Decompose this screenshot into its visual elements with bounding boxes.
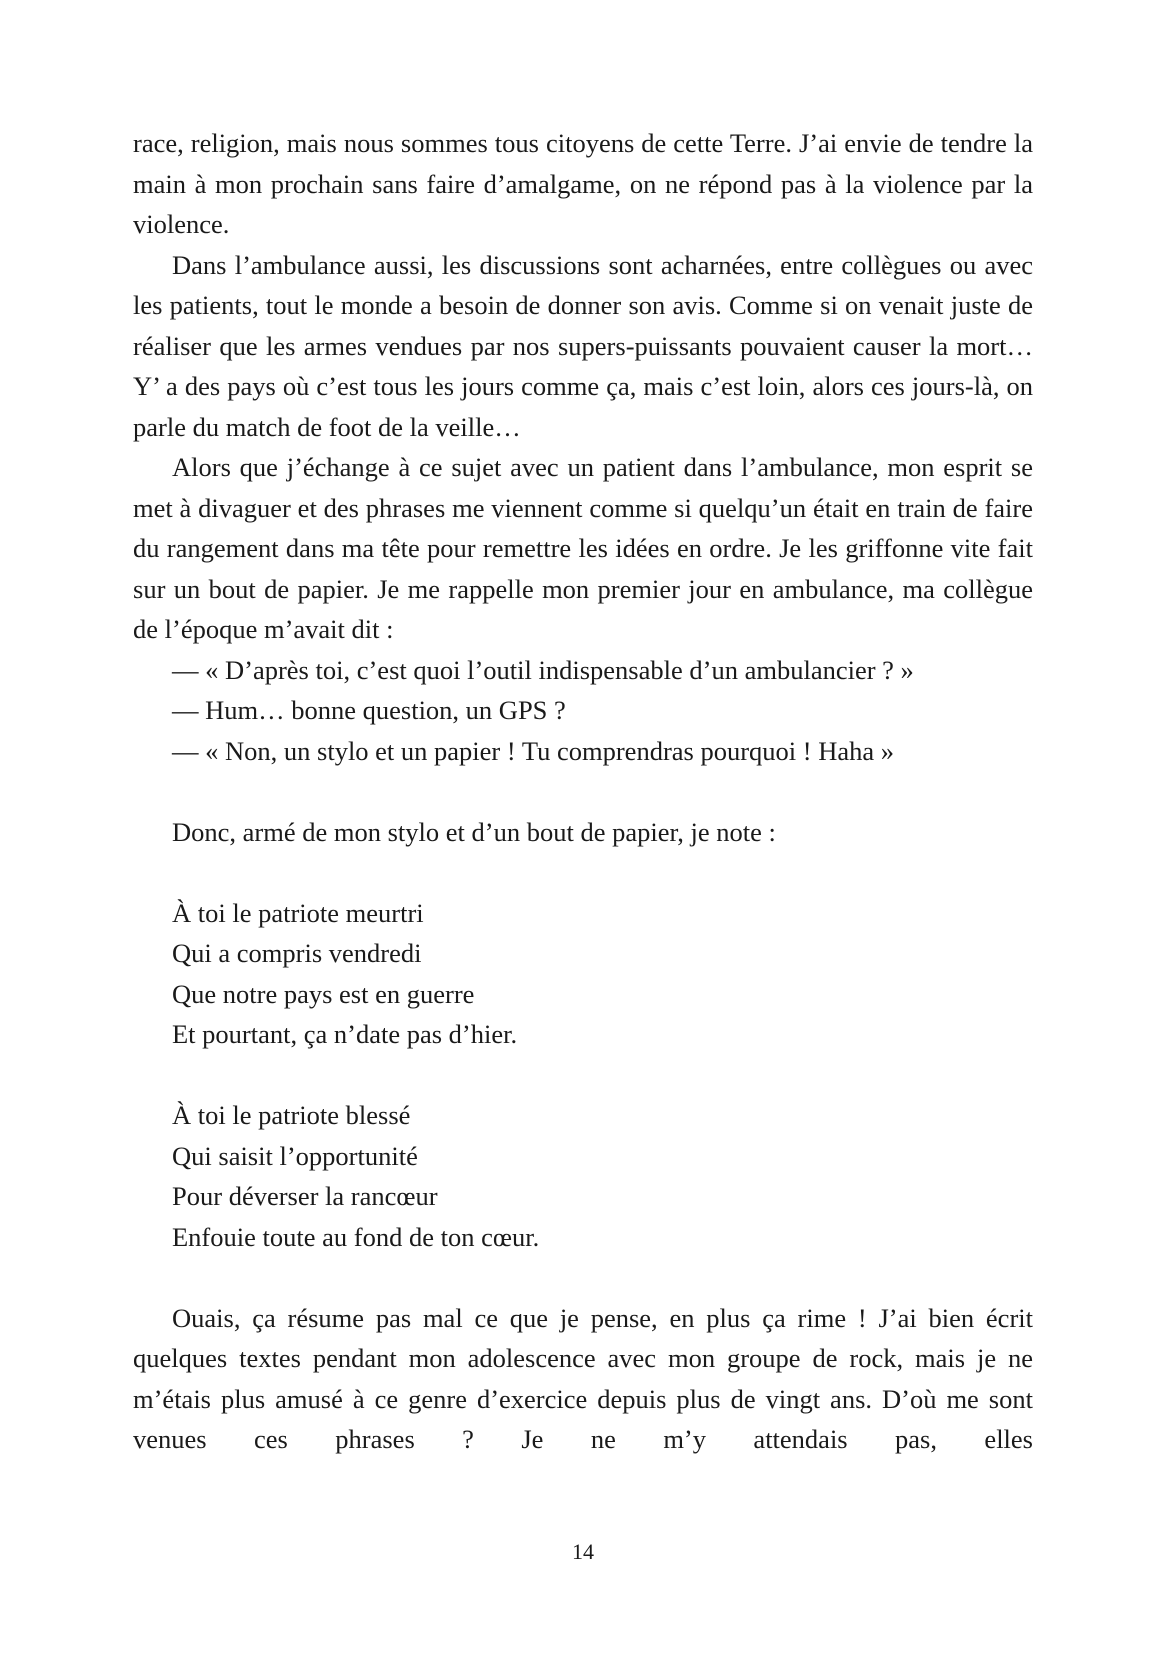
page-body: [133, 123, 1033, 1460]
verse-line: Que notre pays est en guerre: [172, 978, 475, 1009]
dialogue-line-2: — Hum… bonne question, un GPS ?: [172, 695, 566, 725]
verse-line: Qui a compris vendredi: [172, 938, 422, 968]
paragraph-closing: Ouais, ça résume pas mal ce que je pense, en plus ça rime ! J’ai bien écrit quelques textes pendant mon adolescence avec mon groupe de rock, mais je ne m’étais plus amusé à ce genre d’exercice depuis plus de vingt ans. D’où me sont venues ces phrases ? Je ne m’y attendais pas, elles: [133, 1302, 1033, 1454]
blank-line: [133, 1257, 1033, 1298]
page-number: 14: [572, 1539, 594, 1564]
paragraph-continued: race, religion, mais nous sommes tous citoyens de cette Terre. J’ai envie de tendre la main à mon prochain sans faire d’amalgame, on ne répond pas à la violence par la violence.: [133, 128, 1033, 239]
verse-line: Qui saisit l’opportunité: [172, 1140, 418, 1171]
verse-line: Pour déverser la rancœur: [172, 1181, 438, 1211]
paragraph-patient-exchange: Alors que j’échange à ce sujet avec un patient dans l’ambulance, mon esprit se met à divaguer et des phrases me viennent comme si quelqu’un était en train de faire du rangement dans ma tête pour remettre les idées en ordre. Je les griffonne vite fait sur un bout de papier. Je me rappelle mon premier jour en ambulance, ma collègue de l’époque m’avait dit :: [133, 452, 1033, 644]
blank-line: [133, 852, 1033, 893]
poem-stanza-1: [133, 893, 1033, 1055]
verse-line: À toi le patriote blessé: [172, 1100, 411, 1130]
intro-line: Donc, armé de mon stylo et d’un bout de papier, je note :: [172, 816, 776, 847]
verse-line: À toi le patriote meurtri: [172, 897, 424, 928]
poem-stanza-2: [133, 1095, 1033, 1257]
dialogue-line-3: — « Non, un stylo et un papier ! Tu comprendras pourquoi ! Haha »: [172, 735, 895, 766]
verse-line: Enfouie toute au fond de ton cœur.: [172, 1221, 540, 1252]
blank-line: [133, 771, 1033, 812]
blank-line: [133, 1055, 1033, 1096]
dialogue-line-1: — « D’après toi, c’est quoi l’outil indispensable d’un ambulancier ? »: [172, 654, 914, 685]
paragraph-ambulance-discussions: Dans l’ambulance aussi, les discussions sont acharnées, entre collègues ou avec les patients, tout le monde a besoin de donner son avis. Comme si on venait juste de réaliser que les armes vendues par nos supers-puissants pouvaient causer la mort… Y’ a des pays où c’est tous les jours comme ça, mais c’est loin, alors ces jours-là, on parle du match de foot de la veille…: [133, 249, 1033, 442]
verse-line: Et pourtant, ça n’date pas d’hier.: [172, 1019, 518, 1049]
